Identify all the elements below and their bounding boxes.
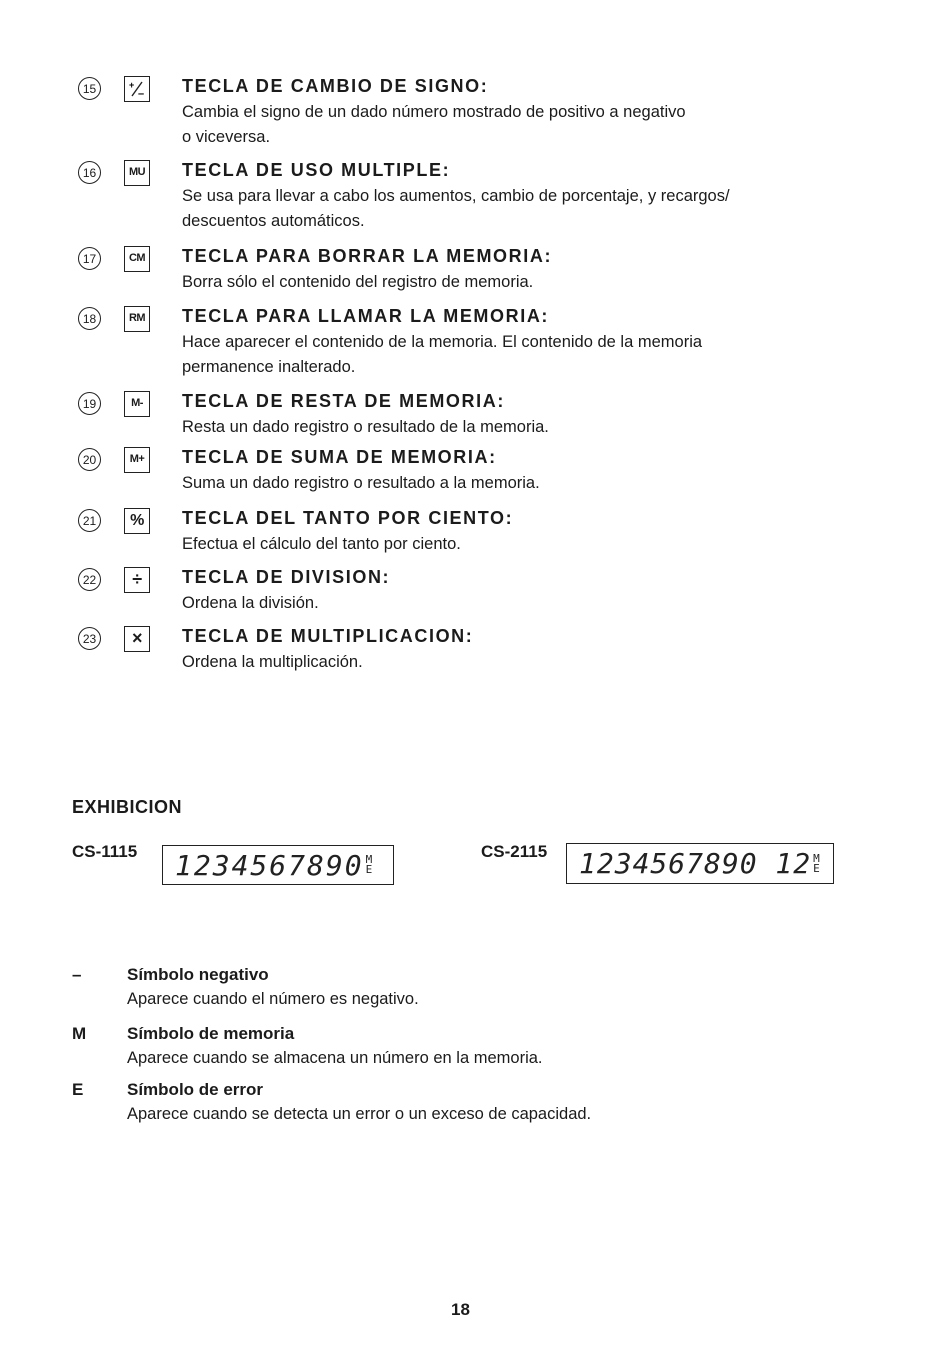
display-section-heading: EXHIBICION [72, 797, 183, 817]
memory-symbol-mark: M [72, 1024, 87, 1043]
key-description: Borra sólo el contenido del registro de memoria. [182, 273, 534, 291]
divide-key-icon: ÷ [124, 567, 150, 593]
svg-text:+: + [129, 80, 134, 90]
symbol-description: Aparece cuando se almacena un número en la memoria. [127, 1049, 543, 1067]
sign-change-key-icon [124, 76, 150, 102]
item-number: 21 [78, 509, 101, 532]
item-number: 19 [78, 392, 101, 415]
key-description: Se usa para llevar a cabo los aumentos, cambio de porcentaje, y recargos/ descuentos automáticos. [182, 187, 730, 230]
multiply-key-icon: × [124, 626, 150, 652]
item-number: 20 [78, 448, 101, 471]
key-title: TECLA DE RESTA DE MEMORIA: [182, 391, 505, 411]
page-number: 18 [451, 1300, 470, 1319]
lcd-display-cs1115 [162, 845, 394, 885]
key-description: Resta un dado registro o resultado de la memoria. [182, 418, 549, 436]
mu-key-icon: MU [124, 160, 150, 186]
cm-key-icon: CM [124, 246, 150, 272]
symbol-title: Símbolo de memoria [127, 1024, 295, 1043]
lcd-digits: 1234567890 [175, 848, 364, 882]
lcd-display-cs2115 [566, 843, 834, 884]
symbol-title: Símbolo negativo [127, 965, 269, 984]
symbol-title: Símbolo de error [127, 1080, 264, 1099]
key-description: Cambia el signo de un dado número mostrado de positivo a negativo o viceversa. [182, 103, 686, 146]
key-title: TECLA DE MULTIPLICACION: [182, 626, 474, 646]
key-title: TECLA PARA LLAMAR LA MEMORIA: [182, 306, 550, 326]
key-title: TECLA DE USO MULTIPLE: [182, 160, 451, 180]
item-number: 18 [78, 307, 101, 330]
lcd-digits: 1234567890 12 [579, 847, 812, 880]
key-description: Ordena la multiplicación. [182, 653, 363, 671]
item-number: 15 [78, 77, 101, 100]
key-description: Suma un dado registro o resultado a la memoria. [182, 474, 540, 492]
error-symbol-mark: E [72, 1080, 84, 1099]
symbol-description: Aparece cuando se detecta un error o un exceso de capacidad. [127, 1105, 592, 1123]
percent-key-icon: % [124, 508, 150, 534]
negative-symbol-mark: – [72, 965, 82, 984]
key-title: TECLA DEL TANTO POR CIENTO: [182, 508, 514, 528]
model-label-cs2115: CS-2115 [481, 842, 548, 861]
key-description: Ordena la división. [182, 594, 319, 612]
key-title: TECLA DE CAMBIO DE SIGNO: [182, 76, 489, 96]
item-number: 17 [78, 247, 101, 270]
item-number: 23 [78, 627, 101, 650]
key-description: Hace aparecer el contenido de la memoria. El contenido de la memoria permanence inalterado. [182, 333, 703, 376]
m-minus-key-icon: M- [124, 391, 150, 417]
key-title: TECLA PARA BORRAR LA MEMORIA: [182, 246, 553, 266]
lcd-indicators: M E [365, 853, 375, 876]
key-title: TECLA DE DIVISION: [182, 567, 391, 587]
item-number: 22 [78, 568, 101, 591]
item-number: 16 [78, 161, 101, 184]
key-title: TECLA DE SUMA DE MEMORIA: [182, 447, 497, 467]
model-label-cs1115: CS-1115 [72, 842, 138, 861]
m-plus-key-icon: M+ [124, 447, 150, 473]
symbol-description: Aparece cuando el número es negativo. [127, 990, 419, 1008]
svg-text:–: – [138, 88, 144, 99]
lcd-indicators: M E [813, 851, 821, 875]
key-description: Efectua el cálculo del tanto por ciento. [182, 535, 461, 553]
rm-key-icon: RM [124, 306, 150, 332]
